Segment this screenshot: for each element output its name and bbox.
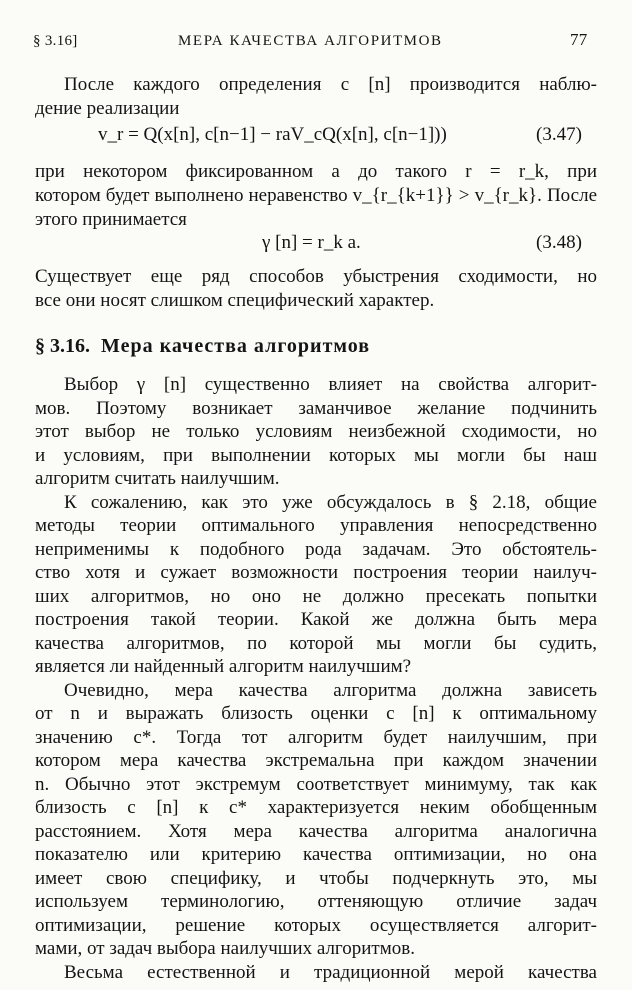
text-line: ших алгоритмов, но оно не должно пресекать попытки bbox=[35, 586, 597, 607]
text-line: Выбор γ [n] существенно влияет на свойства алгорит- bbox=[64, 374, 597, 395]
text-line: качества алгоритмов, по которой мы могли бы судить, bbox=[35, 633, 597, 654]
text-line: неприменимы к подобного рода задачам. Это обстоятель- bbox=[35, 539, 597, 560]
text-line: ство хотя и сужает возможности построения теории наилуч- bbox=[35, 562, 597, 583]
section-title: Мера качества алгоритмов bbox=[101, 335, 371, 357]
text-line: дение реализации bbox=[35, 98, 180, 119]
text-line: методы теории оптимального управления непосредственно bbox=[35, 515, 597, 536]
equation-3-48: γ [n] = r_k a. bbox=[262, 232, 361, 253]
text-line: и условиям, при выполнении которых мы могли бы наш bbox=[35, 445, 597, 466]
text-line: Существует еще ряд способов убыстрения сходимости, но bbox=[35, 266, 597, 287]
text-line: имеет свою специфику, и чтобы подчеркнуть это, мы bbox=[35, 868, 597, 889]
text-line: является ли найденный алгоритм наилучшим? bbox=[35, 656, 412, 677]
text-line: котором будет выполнено неравенство v_{r_{k+1}} > v_{r_k}. После bbox=[35, 185, 597, 206]
text-line: расстоянием. Хотя мера качества алгоритма аналогична bbox=[35, 821, 597, 842]
text-line: построения такой теории. Какой же должна быть мера bbox=[35, 609, 597, 630]
section-number: § 3.16. bbox=[35, 335, 90, 357]
text-line: все они носят слишком специфический характер. bbox=[35, 290, 435, 311]
text-line: алгоритм считать наилучшим. bbox=[35, 468, 280, 489]
text-line: от n и выражать близость оценки c [n] к оптимальному bbox=[35, 703, 597, 724]
text-line: используем терминологию, оттеняющую отличие задач bbox=[35, 891, 597, 912]
text-line: показателю или критерию качества оптимизации, но она bbox=[35, 844, 597, 865]
text-line: этот выбор не только условиям неизбежной сходимости, но bbox=[35, 421, 597, 442]
section-heading bbox=[35, 334, 370, 358]
text-line: значению c*. Тогда тот алгоритм будет наилучшим, при bbox=[35, 727, 597, 748]
equation-number: (3.48) bbox=[536, 232, 582, 253]
equation-3-47: v_r = Q(x[n], c[n−1] − raV_cQ(x[n], c[n−1])) bbox=[98, 124, 447, 145]
text-line: После каждого определения c [n] производится наблю- bbox=[64, 74, 597, 95]
page-number: 77 bbox=[570, 30, 588, 49]
text-line: близость c [n] к c* характеризуется неким обобщенным bbox=[35, 797, 597, 818]
running-header-section: § 3.16] bbox=[33, 33, 78, 49]
text-line: мами, от задач выбора наилучших алгоритмов. bbox=[35, 938, 415, 959]
text-line: К сожалению, как это уже обсуждалось в § 2.18, общие bbox=[64, 492, 597, 513]
running-header-title: МЕРА КАЧЕСТВА АЛГОРИТМОВ bbox=[178, 33, 443, 49]
text-line: мов. Поэтому возникает заманчивое желание подчинить bbox=[35, 398, 597, 419]
text-line: при некотором фиксированном a до такого r = r_k, при bbox=[35, 161, 597, 182]
text-line: Весьма естественной и традиционной мерой качества bbox=[64, 962, 597, 983]
equation-number: (3.47) bbox=[536, 124, 582, 145]
text-line: этого принимается bbox=[35, 209, 187, 230]
text-line: Очевидно, мера качества алгоритма должна зависеть bbox=[64, 680, 597, 701]
text-line: n. Обычно этот экстремум соответствует минимуму, так как bbox=[35, 774, 597, 795]
text-line: котором мера качества экстремальна при каждом значении bbox=[35, 750, 597, 771]
text-line: оптимизации, решение которых осуществляется алгорит- bbox=[35, 915, 597, 936]
